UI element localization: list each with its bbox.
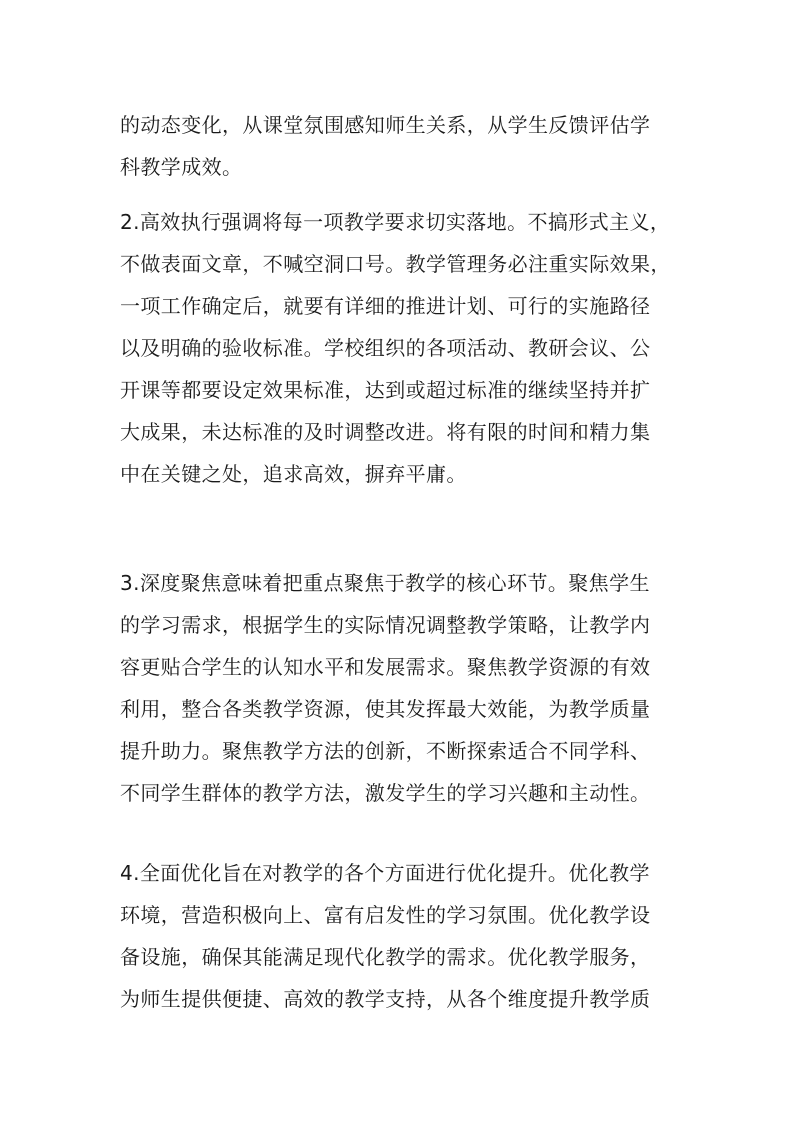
text-line: 的动态变化，从课堂氛围感知师生关系，从学生反馈评估学 <box>120 113 651 137</box>
text-line: 环境，营造积极向上、富有启发性的学习氛围。优化教学设 <box>120 903 651 927</box>
text-line: 3.深度聚焦意味着把重点聚焦于教学的核心环节。聚焦学生 <box>120 571 650 595</box>
text-line: 不同学生群体的教学方法，激发学生的学习兴趣和主动性。 <box>120 781 651 805</box>
text-line: 2.高效执行强调将每一项教学要求切实落地。不搞形式主义， <box>120 210 671 234</box>
text-line: 的学习需求，根据学生的实际情况调整教学策略，让教学内 <box>120 613 651 637</box>
text-line: 一项工作确定后，就要有详细的推进计划、可行的实施路径 <box>120 294 651 318</box>
text-line: 不做表面文章，不喊空洞口号。教学管理务必注重实际效果， <box>120 252 671 276</box>
text-line: 容更贴合学生的认知水平和发展需求。聚焦教学资源的有效 <box>120 655 651 679</box>
text-line: 为师生提供便捷、高效的教学支持，从各个维度提升教学质 <box>120 987 651 1011</box>
text-line: 备设施，确保其能满足现代化教学的需求。优化教学服务， <box>120 945 651 969</box>
text-line: 4.全面优化旨在对教学的各个方面进行优化提升。优化教学 <box>120 861 650 885</box>
text-line: 大成果，未达标准的及时调整改进。将有限的时间和精力集 <box>120 420 651 444</box>
text-line: 中在关键之处，追求高效，摒弃平庸。 <box>120 462 467 486</box>
text-line: 提升助力。聚焦教学方法的创新，不断探索适合不同学科、 <box>120 739 651 763</box>
text-line: 利用，整合各类教学资源，使其发挥最大效能，为教学质量 <box>120 697 651 721</box>
text-line: 科教学成效。 <box>120 155 243 179</box>
text-line: 以及明确的验收标准。学校组织的各项活动、教研会议、公 <box>120 336 651 360</box>
text-line: 开课等都要设定效果标准，达到或超过标准的继续坚持并扩 <box>120 378 651 402</box>
